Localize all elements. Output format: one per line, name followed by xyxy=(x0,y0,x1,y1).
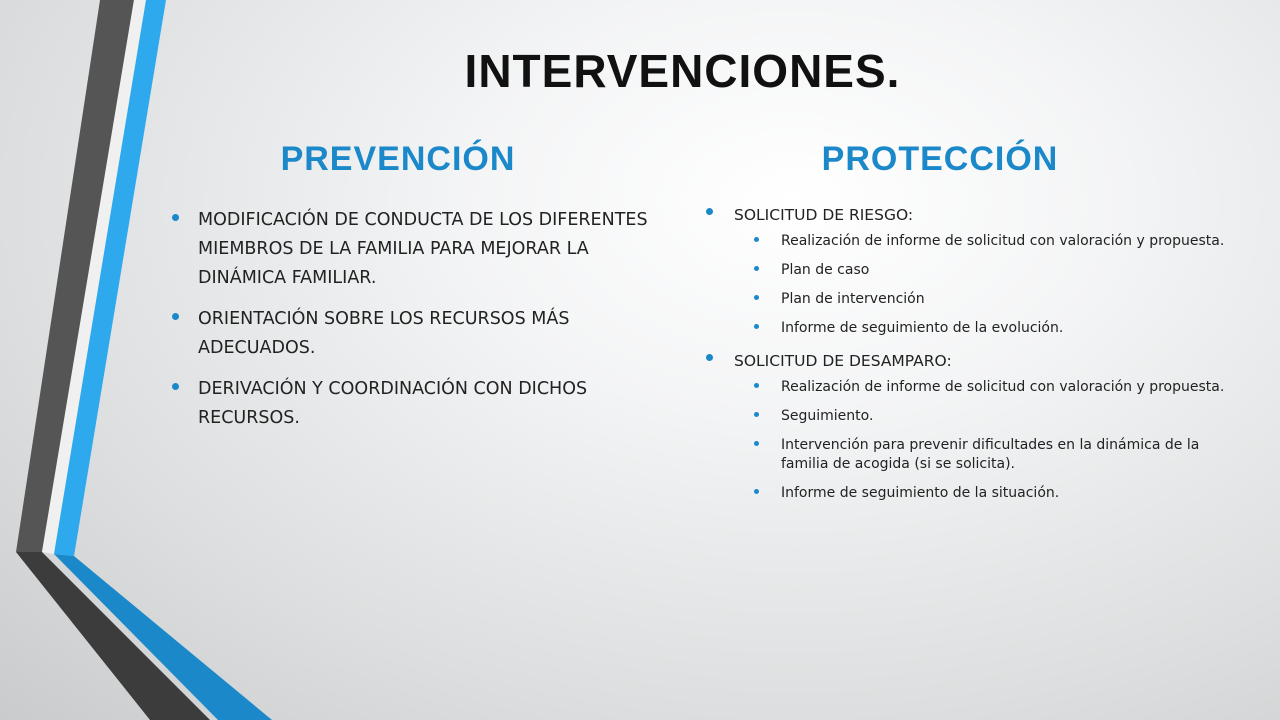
abandonment-request-group xyxy=(706,348,1226,503)
abandonment-request-sublist xyxy=(754,378,1226,503)
risk-request-group xyxy=(706,202,1226,338)
slide-title: INTERVENCIONES. xyxy=(464,45,901,97)
list-item: Realización de informe de solicitud con valoración y propuesta. xyxy=(754,232,1226,251)
list-item: Informe de seguimiento de la situación. xyxy=(754,484,1226,503)
list-item: Plan de caso xyxy=(754,261,1226,280)
protection-heading: PROTECCIÓN xyxy=(821,140,1059,178)
gray-stripe-lower xyxy=(16,552,210,720)
prevention-heading: PREVENCIÓN xyxy=(280,140,516,178)
list-item: MODIFICACIÓN DE CONDUCTA DE LOS DIFERENTES MIEMBROS DE LA FAMILIA PARA MEJORAR LA DINÁMICA FAMILIAR. xyxy=(172,206,672,293)
list-item: Informe de seguimiento de la evolución. xyxy=(754,319,1226,338)
risk-request-sublist xyxy=(754,232,1226,338)
list-item: Realización de informe de solicitud con valoración y propuesta. xyxy=(754,378,1226,397)
list-item: Intervención para prevenir dificultades en la dinámica de la familia de acogida (si se solicita). xyxy=(754,436,1226,474)
abandonment-request-label: SOLICITUD DE DESAMPARO: xyxy=(734,352,952,370)
prevention-list xyxy=(172,206,672,445)
list-item: Seguimiento. xyxy=(754,407,1226,426)
list-item: DERIVACIÓN Y COORDINACIÓN CON DICHOS RECURSOS. xyxy=(172,375,672,433)
protection-list xyxy=(706,202,1226,513)
risk-request-label: SOLICITUD DE RIESGO: xyxy=(734,206,914,224)
list-item: Plan de intervención xyxy=(754,290,1226,309)
list-item: ORIENTACIÓN SOBRE LOS RECURSOS MÁS ADECUADOS. xyxy=(172,305,672,363)
